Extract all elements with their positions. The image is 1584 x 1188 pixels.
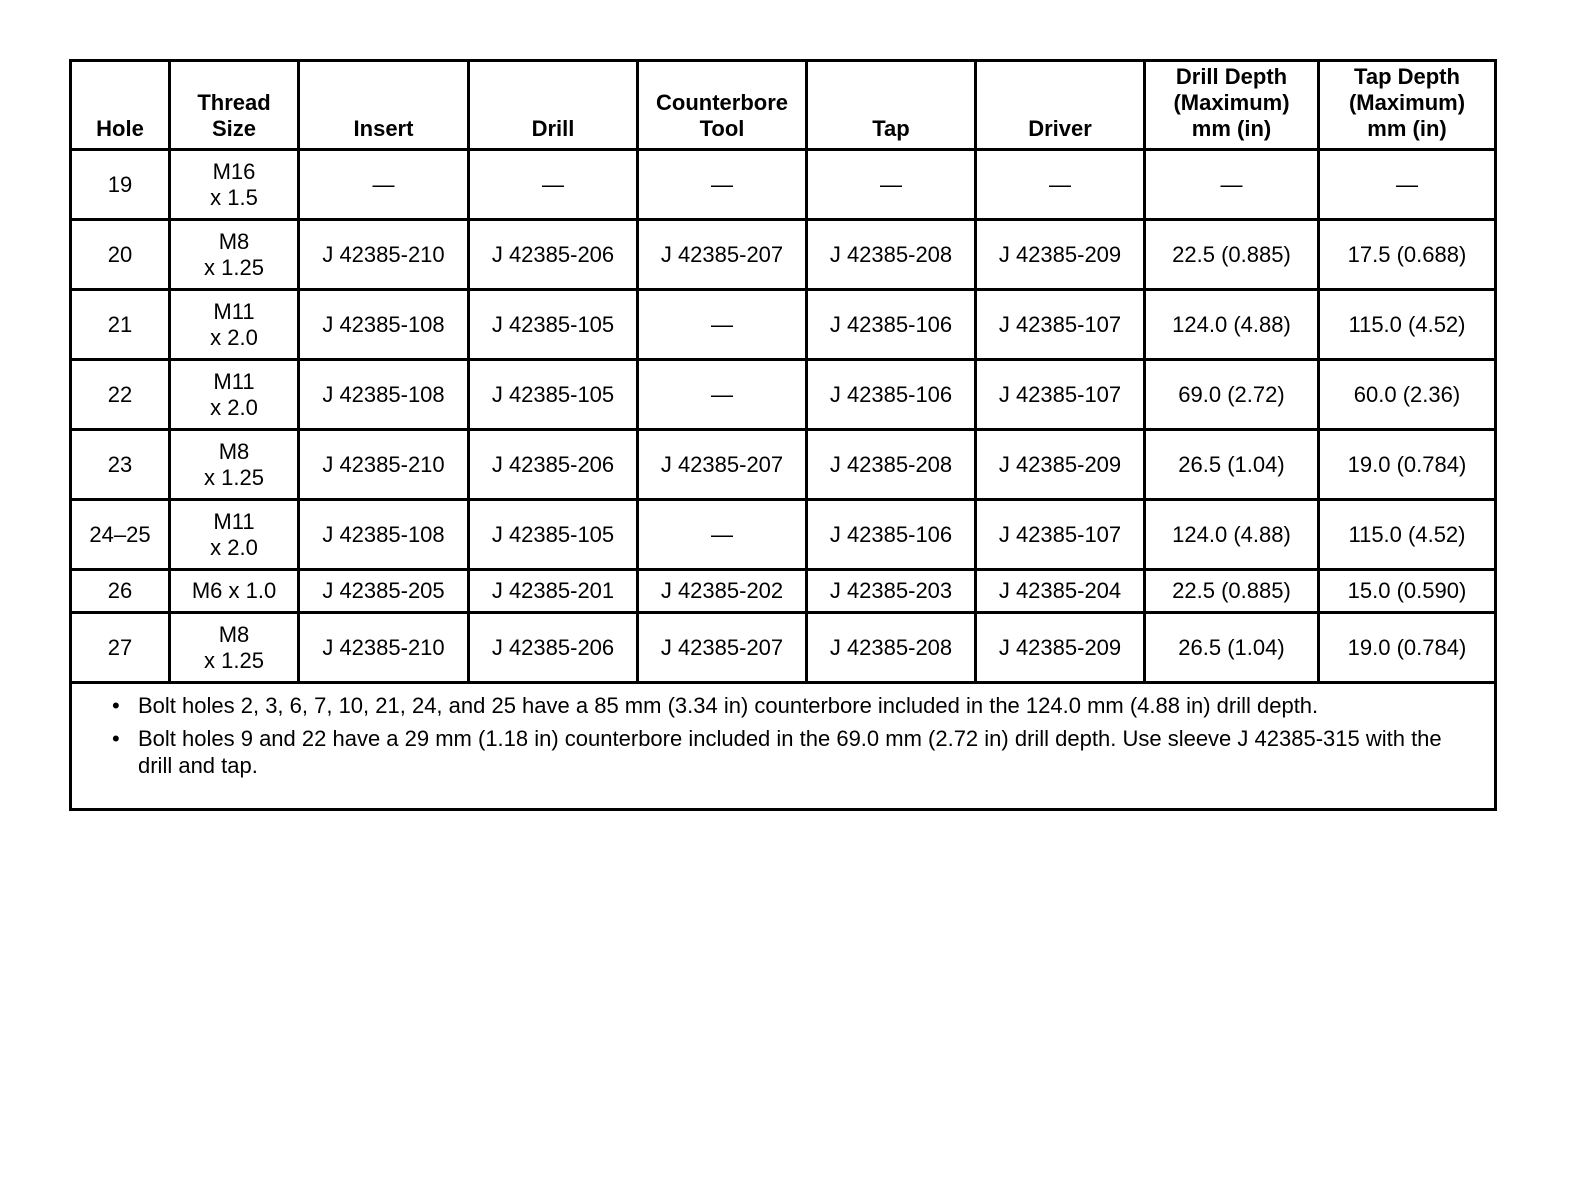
- table-row: [71, 150, 1496, 220]
- header-drill: [469, 61, 638, 150]
- cell-tap: J 42385-106: [807, 500, 976, 570]
- cell-thread-size: [170, 500, 299, 570]
- cell-hole: 26: [71, 570, 170, 613]
- cell-tap: J 42385-208: [807, 613, 976, 683]
- cell-counterbore-tool: —: [638, 360, 807, 430]
- cell-counterbore-tool: J 42385-202: [638, 570, 807, 613]
- cell-insert: —: [299, 150, 469, 220]
- thread-line: M8: [218, 228, 250, 254]
- cell-tap-depth: 19.0 (0.784): [1319, 430, 1496, 500]
- cell-drill-depth: 26.5 (1.04): [1145, 613, 1319, 683]
- cell-driver: J 42385-209: [976, 613, 1145, 683]
- table-row: [71, 430, 1496, 500]
- cell-hole: 19: [71, 150, 170, 220]
- header-driver: [976, 61, 1145, 150]
- cell-drill-depth: 124.0 (4.88): [1145, 290, 1319, 360]
- thread-line: x 1.25: [204, 647, 264, 673]
- cell-thread-size: [170, 360, 299, 430]
- cell-insert: J 42385-108: [299, 500, 469, 570]
- cell-counterbore-tool: —: [638, 500, 807, 570]
- thread-line: M8: [218, 621, 250, 647]
- thread-line: x 2.0: [210, 324, 258, 350]
- cell-driver: —: [976, 150, 1145, 220]
- header-line: Hole: [96, 116, 144, 141]
- cell-tap-depth: —: [1319, 150, 1496, 220]
- thread-line: x 1.25: [204, 254, 264, 280]
- cell-driver: J 42385-209: [976, 430, 1145, 500]
- cell-drill-depth: 22.5 (0.885): [1145, 220, 1319, 290]
- header-line: Size: [211, 116, 257, 141]
- header-row: [71, 61, 1496, 150]
- thread-line: M11: [213, 298, 255, 324]
- cell-drill: J 42385-105: [469, 290, 638, 360]
- thread-line: M16: [212, 158, 256, 184]
- cell-drill-depth: 69.0 (2.72): [1145, 360, 1319, 430]
- cell-drill-depth: 22.5 (0.885): [1145, 570, 1319, 613]
- header-line: Tool: [699, 116, 745, 141]
- cell-counterbore-tool: —: [638, 290, 807, 360]
- cell-drill-depth: 26.5 (1.04): [1145, 430, 1319, 500]
- cell-thread-size: [170, 150, 299, 220]
- cell-insert: J 42385-205: [299, 570, 469, 613]
- cell-tap-depth: 15.0 (0.590): [1319, 570, 1496, 613]
- thread-line: M11: [213, 508, 255, 534]
- cell-tap: J 42385-106: [807, 290, 976, 360]
- cell-counterbore-tool: J 42385-207: [638, 220, 807, 290]
- cell-insert: J 42385-108: [299, 290, 469, 360]
- cell-driver: J 42385-107: [976, 500, 1145, 570]
- cell-driver: J 42385-107: [976, 290, 1145, 360]
- cell-tap-depth: 19.0 (0.784): [1319, 613, 1496, 683]
- cell-insert: J 42385-210: [299, 430, 469, 500]
- cell-insert: J 42385-210: [299, 220, 469, 290]
- table-row: [71, 570, 1496, 613]
- cell-tap: J 42385-208: [807, 430, 976, 500]
- thread-line: M6 x 1.0: [191, 578, 277, 603]
- thread-line: x 2.0: [210, 534, 258, 560]
- cell-tap: J 42385-208: [807, 220, 976, 290]
- cell-insert: J 42385-108: [299, 360, 469, 430]
- cell-tap-depth: 115.0 (4.52): [1319, 290, 1496, 360]
- cell-counterbore-tool: J 42385-207: [638, 430, 807, 500]
- header-line: mm (in): [1367, 116, 1447, 141]
- note-bullet: • Bolt holes 9 and 22 have a 29 mm (1.18 in) counterbore included in the 69.0 mm (2.72 in) drill depth. Use sleeve J 42385-315 with the drill and tap.: [112, 725, 1474, 779]
- thread-line: x 1.25: [204, 464, 264, 490]
- cell-drill: J 42385-206: [469, 430, 638, 500]
- cell-hole: 22: [71, 360, 170, 430]
- header-line: Driver: [1028, 116, 1092, 141]
- cell-driver: J 42385-107: [976, 360, 1145, 430]
- cell-tap-depth: 115.0 (4.52): [1319, 500, 1496, 570]
- cell-hole: 20: [71, 220, 170, 290]
- cell-driver: J 42385-204: [976, 570, 1145, 613]
- cell-tap-depth: 60.0 (2.36): [1319, 360, 1496, 430]
- cell-hole: 23: [71, 430, 170, 500]
- table-row: [71, 220, 1496, 290]
- cell-drill-depth: —: [1145, 150, 1319, 220]
- thread-line: M8: [218, 438, 250, 464]
- thread-line: M11: [213, 368, 255, 394]
- notes-cell: [71, 683, 1496, 810]
- cell-insert: J 42385-210: [299, 613, 469, 683]
- table-row: [71, 360, 1496, 430]
- thread-line: x 1.5: [210, 184, 258, 210]
- header-drill-depth: [1145, 61, 1319, 150]
- header-thread-size: [170, 61, 299, 150]
- header-line: (Maximum): [1348, 90, 1466, 115]
- header-line: Thread: [197, 90, 271, 115]
- cell-drill: J 42385-201: [469, 570, 638, 613]
- cell-thread-size: [170, 290, 299, 360]
- cell-hole: 21: [71, 290, 170, 360]
- cell-thread-size: [170, 220, 299, 290]
- table-row: [71, 613, 1496, 683]
- header-line: Tap: [872, 116, 910, 141]
- cell-hole: 24–25: [71, 500, 170, 570]
- table-row: [71, 290, 1496, 360]
- table-row: [71, 500, 1496, 570]
- header-hole: [71, 61, 170, 150]
- cell-counterbore-tool: J 42385-207: [638, 613, 807, 683]
- header-line: mm (in): [1191, 116, 1272, 141]
- header-line: Drill Depth: [1175, 64, 1288, 89]
- cell-counterbore-tool: —: [638, 150, 807, 220]
- cell-drill: J 42385-105: [469, 360, 638, 430]
- header-line: Tap Depth: [1354, 64, 1460, 89]
- thread-line: x 2.0: [210, 394, 258, 420]
- cell-driver: J 42385-209: [976, 220, 1145, 290]
- header-line: Insert: [353, 116, 414, 141]
- header-insert: [299, 61, 469, 150]
- note-bullet: • Bolt holes 2, 3, 6, 7, 10, 21, 24, and 25 have a 85 mm (3.34 in) counterbore included in the 124.0 mm (4.88 in) drill depth.: [112, 692, 1474, 719]
- header-tap: [807, 61, 976, 150]
- tool-table: [69, 59, 1497, 811]
- cell-thread-size: [170, 613, 299, 683]
- cell-drill: J 42385-105: [469, 500, 638, 570]
- cell-tap-depth: 17.5 (0.688): [1319, 220, 1496, 290]
- header-line: (Maximum): [1173, 90, 1290, 115]
- notes-row: [71, 683, 1496, 810]
- cell-drill: —: [469, 150, 638, 220]
- header-tap-depth: [1319, 61, 1496, 150]
- cell-drill: J 42385-206: [469, 220, 638, 290]
- cell-thread-size: [170, 430, 299, 500]
- header-line: Drill: [531, 116, 575, 141]
- cell-drill: J 42385-206: [469, 613, 638, 683]
- header-counterbore-tool: [638, 61, 807, 150]
- header-line: Counterbore: [656, 90, 788, 115]
- cell-hole: 27: [71, 613, 170, 683]
- cell-thread-size: [170, 570, 299, 613]
- cell-tap: —: [807, 150, 976, 220]
- cell-tap: J 42385-106: [807, 360, 976, 430]
- cell-drill-depth: 124.0 (4.88): [1145, 500, 1319, 570]
- cell-tap: J 42385-203: [807, 570, 976, 613]
